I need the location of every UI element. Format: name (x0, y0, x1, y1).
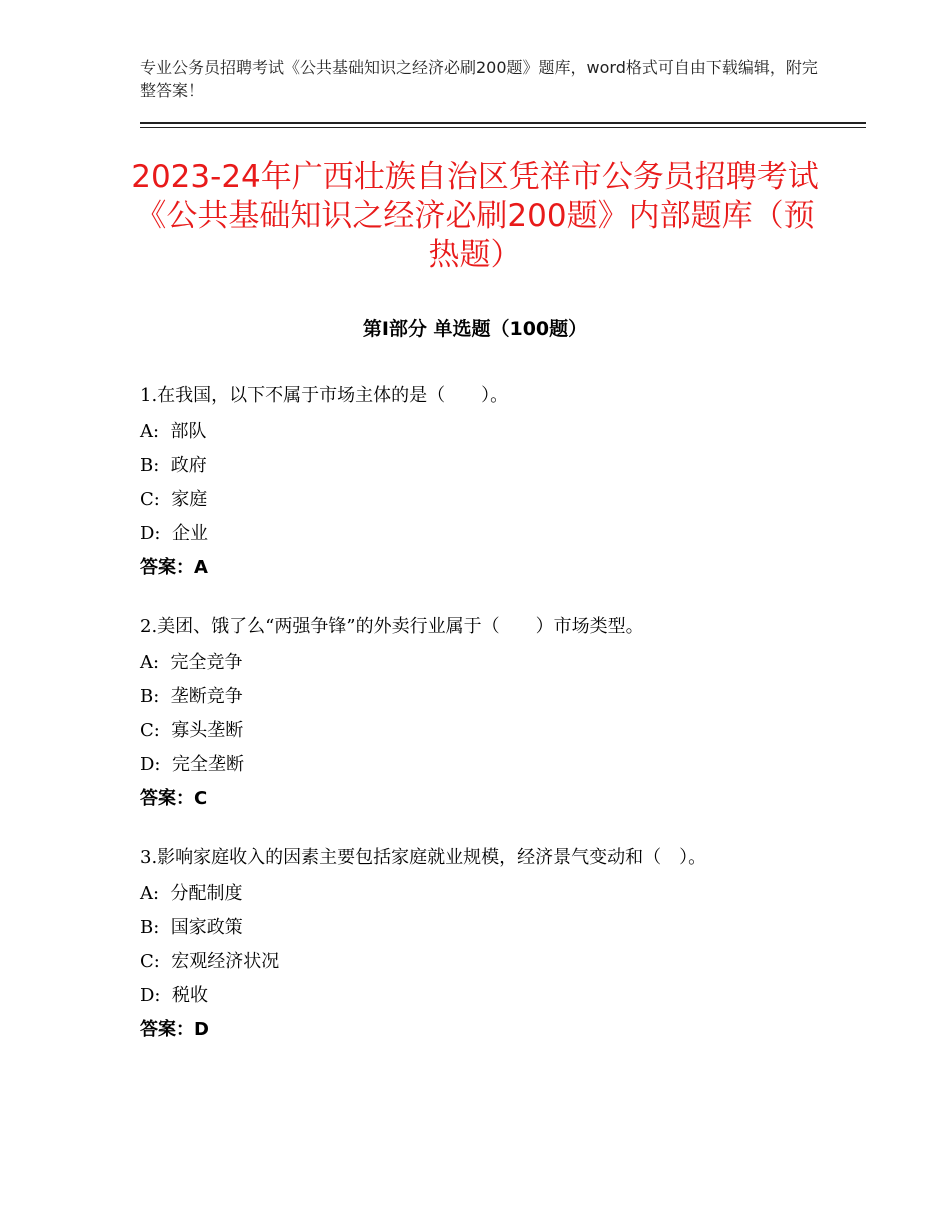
option-c: C: 宏观经济状况 (140, 951, 280, 972)
question-3 (140, 844, 820, 1047)
question-stem: 2.美团、饿了么“两强争锋”的外卖行业属于（ ）市场类型。 (140, 616, 644, 637)
document-title: 2023-24年广西壮族自治区凭祥市公务员招聘考试《公共基础知识之经济必刷200题》内部题库（预热题） (131, 159, 819, 273)
answer-line: 答案：A (140, 557, 208, 578)
header-rule-thin (140, 127, 866, 128)
option-b: B: 政府 (140, 455, 207, 476)
option-d: D: 税收 (140, 985, 208, 1006)
answer-line: 答案：D (140, 1019, 209, 1040)
option-b: B: 垄断竞争 (140, 686, 243, 707)
section-title: 第Ⅰ部分 单选题（100题） (362, 318, 588, 340)
question-stem: 1.在我国，以下不属于市场主体的是（ ）。 (140, 385, 509, 406)
option-b: B: 国家政策 (140, 917, 243, 938)
question-2 (140, 613, 820, 816)
option-a: A: 完全竞争 (140, 652, 243, 673)
answer-line: 答案：C (140, 788, 208, 809)
question-1 (140, 382, 820, 585)
option-d: D: 完全垄断 (140, 754, 244, 775)
question-list (140, 382, 820, 1075)
question-stem: 3.影响家庭收入的因素主要包括家庭就业规模，经济景气变动和（ ）。 (140, 847, 707, 868)
option-c: C: 寡头垄断 (140, 720, 244, 741)
option-a: A: 分配制度 (140, 883, 243, 904)
option-a: A: 部队 (140, 421, 207, 442)
header-note: 专业公务员招聘考试《公共基础知识之经济必刷200题》题库，word格式可自由下载编辑，附完整答案！ (140, 58, 818, 100)
option-c: C: 家庭 (140, 489, 208, 510)
header-rule-thick (140, 122, 866, 124)
option-d: D: 企业 (140, 523, 208, 544)
